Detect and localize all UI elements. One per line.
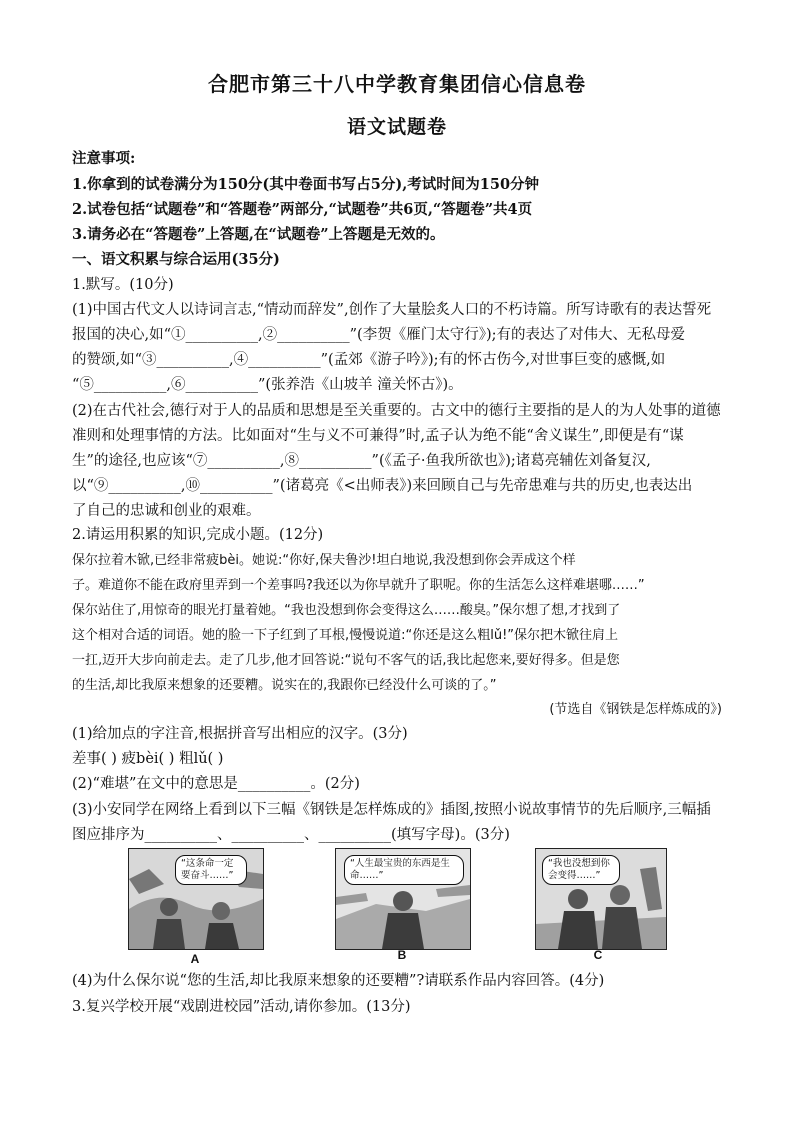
question-text: 以“⑨__________,⑩__________”(诸葛亮《<出师表》)来回顾自己与先帝患难与共的历史,也表达出 <box>72 478 693 494</box>
illustration-a-caption: “这条命一定要奋斗……” <box>175 855 247 885</box>
illustration-c-caption: “我也没想到你会变得……” <box>542 855 620 885</box>
passage-line: 保尔站住了,用惊奇的眼光打量着她。“我也没想到你会变得这么……酸臭。”保尔想了想,才找到了 <box>72 603 621 618</box>
notice-item: 2.试卷包括“试题卷”和“答题卷”两部分,“试题卷”共6页,“答题卷”共4页 <box>72 201 533 218</box>
sub-question: (1)给加点的字注音,根据拼音写出相应的汉字。(3分) <box>72 726 408 742</box>
illustration-b <box>335 848 471 950</box>
page-subtitle: 语文试题卷 <box>346 116 447 138</box>
illustration-c <box>535 848 667 950</box>
passage-line: 保尔拉着木锨,已经非常疲bèi。她说:“你好,保夫鲁沙!坦白地说,我没想到你会弄成这个样 <box>72 553 576 568</box>
question-text: 报国的决心,如“①__________,②__________”(李贺《雁门太守行》);有的表达了对伟大、无私母爱 <box>72 327 685 343</box>
passage-line: 一扛,迈开大步向前走去。走了几步,他才回答说:“说句不客气的话,我比起您来,要好得多。但是您 <box>72 653 620 668</box>
sub-question: (2)“难堪”在文中的意思是__________。(2分) <box>72 776 360 792</box>
question-text: 生”的途径,也应该“⑦__________,⑧__________”(《孟子·鱼我所欲也》);诸葛亮辅佐刘备复汉, <box>72 453 651 469</box>
question-text: (1)中国古代文人以诗词言志,“情动而辞发”,创作了大量脍炙人口的不朽诗篇。所写诗歌有的表达誓死 <box>72 302 712 318</box>
passage-source: (节选自《钢铁是怎样炼成的》) <box>549 702 722 717</box>
notice-heading: 注意事项: <box>72 150 136 167</box>
passage-line: 这个相对合适的词语。她的脸一下子红到了耳根,慢慢说道:“你还是这么粗lǔ!”保尔把木锨往肩上 <box>72 628 619 643</box>
notice-item: 1.你拿到的试卷满分为150分(其中卷面书写占5分),考试时间为150分钟 <box>72 176 540 193</box>
passage-line: 的生活,却比我原来想象的还要糟。说实在的,我跟你已经没什么可谈的了。” <box>72 678 497 693</box>
question-text: 了自己的忠诚和创业的艰难。 <box>72 503 261 519</box>
page-title: 合肥市第三十八中学教育集团信心信息卷 <box>208 72 586 96</box>
illustration-a <box>128 848 264 950</box>
question-title: 1.默写。(10分) <box>72 277 174 293</box>
question-text: 准则和处理事情的方法。比如面对“生与义不可兼得”时,孟子认为绝不能“舍义谋生”,即便是有“谋 <box>72 428 684 444</box>
question-title: 3.复兴学校开展“戏剧进校园”活动,请你参加。(13分) <box>72 999 411 1015</box>
question-title: 2.请运用积累的知识,完成小题。(12分) <box>72 527 324 543</box>
illustration-b-label: B <box>397 948 407 962</box>
question-text: 的赞颂,如“③__________,④__________”(孟郊《游子吟》);有的怀古伤今,对世事巨变的感慨,如 <box>72 352 666 368</box>
sub-question: (3)小安同学在网络上看到以下三幅《钢铁是怎样炼成的》插图,按照小说故事情节的先后顺序,三幅插 <box>72 802 711 818</box>
notice-item: 3.请务必在“答题卷”上答题,在“试题卷”上答题是无效的。 <box>72 226 445 243</box>
question-text: (2)在古代社会,德行对于人的品质和思想是至关重要的。古文中的德行主要指的是人的为人处事的道德 <box>72 403 721 419</box>
passage-line: 子。难道你不能在政府里弄到一个差事吗?我还以为你早就升了职呢。你的生活怎么这样难堪哪……” <box>72 578 645 593</box>
sub-question: 图应排序为__________、__________、__________(填写字母)。(3分) <box>72 827 510 843</box>
pinyin-blanks: 差事( ) 疲bèi( ) 粗lǔ( ) <box>72 751 224 767</box>
question-text: “⑤__________,⑥__________”(张养浩《山坡羊 潼关怀古》)。 <box>72 377 463 393</box>
illustration-c-label: C <box>593 948 603 962</box>
illustration-b-caption: “人生最宝贵的东西是生命……” <box>344 855 464 885</box>
section-heading: 一、语文积累与综合运用(35分) <box>72 251 280 268</box>
sub-question: (4)为什么保尔说“您的生活,却比我原来想象的还要糟”?请联系作品内容回答。(4分) <box>72 973 605 989</box>
illustration-a-label: A <box>190 952 200 966</box>
